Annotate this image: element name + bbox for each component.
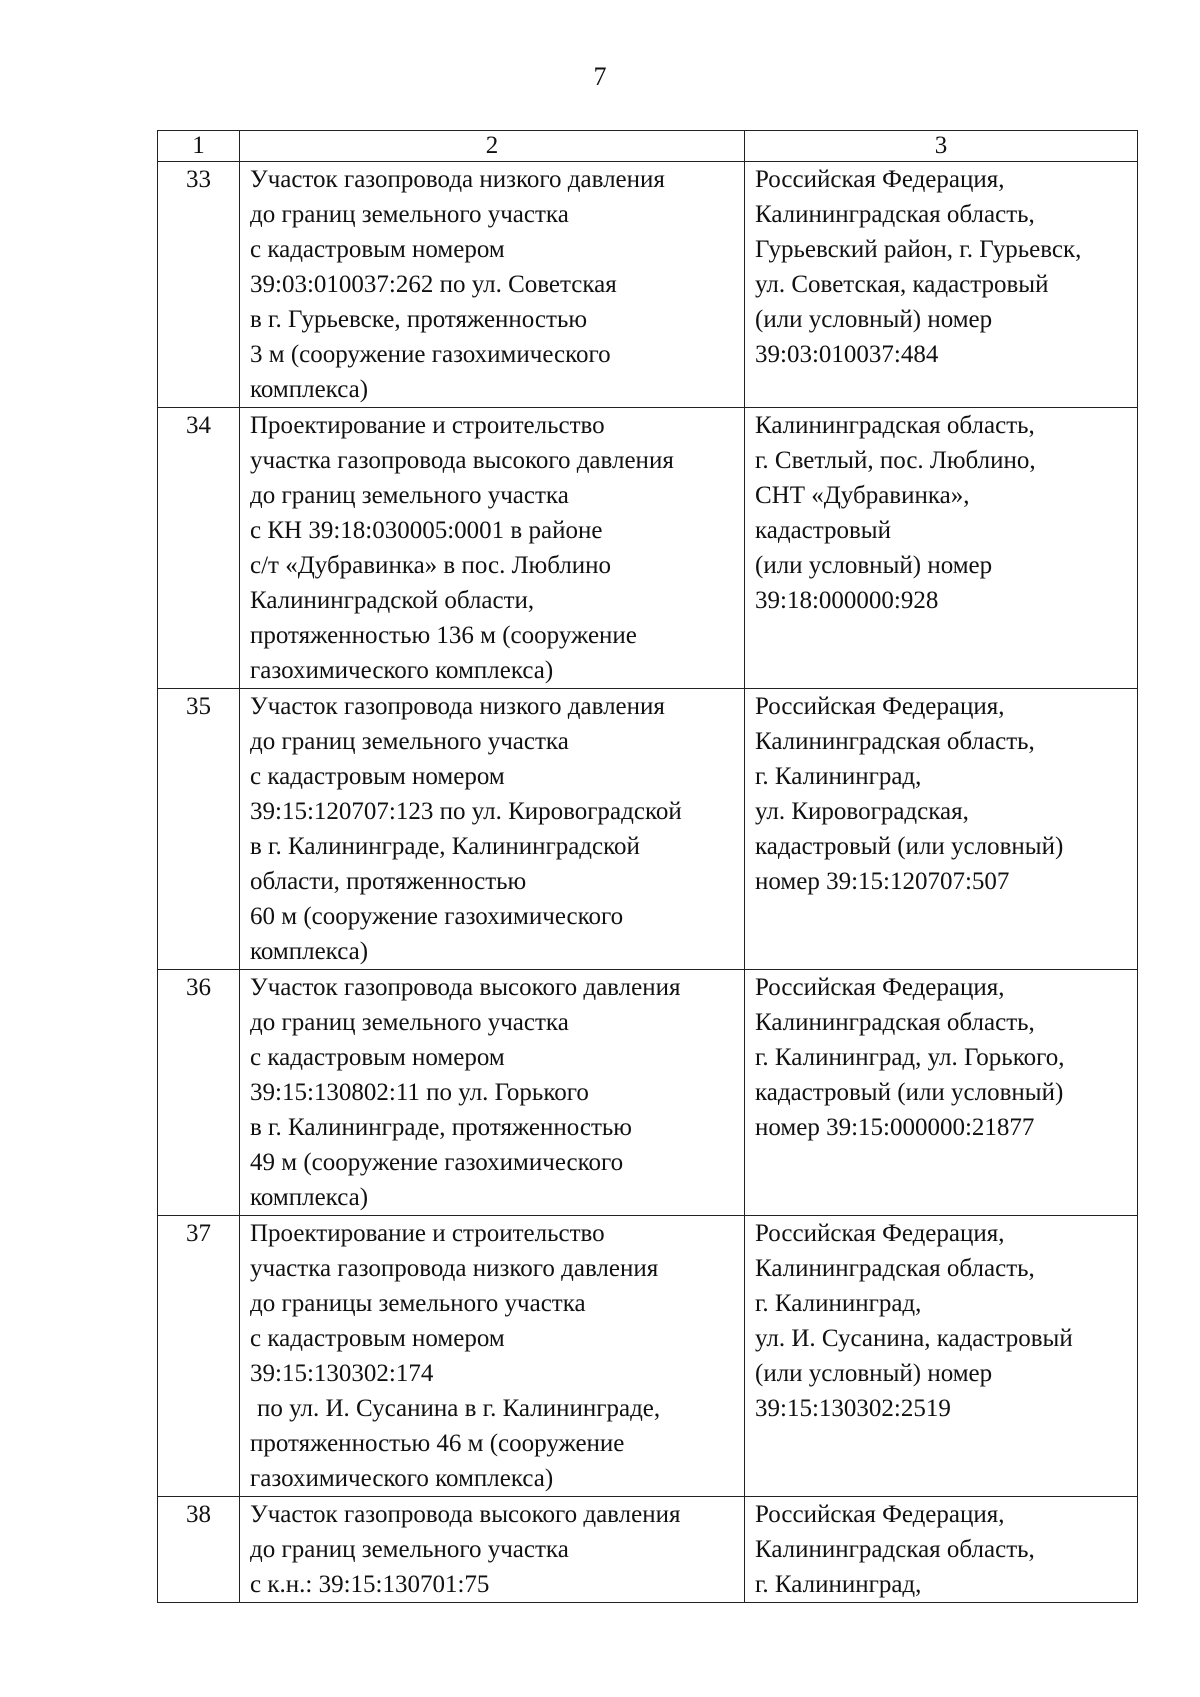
description-line: 3 м (сооружение газохимического bbox=[250, 341, 611, 368]
object-description bbox=[240, 970, 745, 1216]
description-line: Проектирование и строительство bbox=[250, 412, 605, 439]
address-line: г. Светлый, пос. Люблино, bbox=[755, 447, 1036, 474]
description-line: 60 м (сооружение газохимического bbox=[250, 903, 624, 930]
address-line: Российская Федерация, bbox=[755, 1220, 1005, 1247]
address-line: ул. И. Сусанина, кадастровый bbox=[755, 1325, 1073, 1352]
address-line: СНТ «Дубравинка», bbox=[755, 482, 970, 509]
address-line: кадастровый bbox=[755, 517, 891, 544]
table-row bbox=[158, 1216, 1138, 1497]
description-line: до границ земельного участка bbox=[250, 1009, 569, 1036]
description-line: комплекса) bbox=[250, 1184, 369, 1211]
address-line: кадастровый (или условный) bbox=[755, 1079, 1064, 1106]
object-address bbox=[745, 689, 1138, 970]
address-line: (или условный) номер bbox=[755, 552, 993, 579]
description-line: до границы земельного участка bbox=[250, 1290, 586, 1317]
description-line: Проектирование и строительство bbox=[250, 1220, 605, 1247]
table-header-row bbox=[158, 131, 1138, 162]
column-header: 3 bbox=[745, 131, 1138, 162]
description-line: с КН 39:18:030005:0001 в районе bbox=[250, 517, 603, 544]
address-line: Калининградская область, bbox=[755, 1536, 1035, 1563]
address-line: номер 39:15:120707:507 bbox=[755, 868, 1010, 895]
address-line: г. Калининград, ул. Горького, bbox=[755, 1044, 1065, 1071]
description-line: до границ земельного участка bbox=[250, 728, 569, 755]
table-row bbox=[158, 162, 1138, 408]
address-line: Калининградская область, bbox=[755, 1009, 1035, 1036]
address-line: 39:03:010037:484 bbox=[755, 341, 939, 368]
description-line: до границ земельного участка bbox=[250, 201, 569, 228]
description-line: с к.н.: 39:15:130701:75 bbox=[250, 1571, 490, 1598]
address-line: Калининградская область, bbox=[755, 412, 1035, 439]
object-address bbox=[745, 970, 1138, 1216]
description-line: протяженностью 136 м (сооружение bbox=[250, 622, 637, 649]
object-description bbox=[240, 689, 745, 970]
description-line: по ул. И. Сусанина в г. Калининграде, bbox=[257, 1395, 661, 1422]
description-line: в г. Калининграде, протяженностью bbox=[250, 1114, 632, 1141]
row-number: 35 bbox=[158, 689, 240, 970]
description-line: до границ земельного участка bbox=[250, 1536, 569, 1563]
description-line: газохимического комплекса) bbox=[250, 657, 554, 684]
description-line: протяженностью 46 м (сооружение bbox=[250, 1430, 625, 1457]
object-description bbox=[240, 1216, 745, 1497]
description-line: газохимического комплекса) bbox=[250, 1465, 554, 1492]
description-line: с/т «Дубравинка» в пос. Люблино bbox=[250, 552, 612, 579]
description-line: с кадастровым номером bbox=[250, 1044, 505, 1071]
object-address bbox=[745, 1216, 1138, 1497]
column-header: 1 bbox=[158, 131, 240, 162]
row-number: 33 bbox=[158, 162, 240, 408]
address-line: Российская Федерация, bbox=[755, 974, 1005, 1001]
address-line: ул. Кировоградская, bbox=[755, 798, 969, 825]
row-number: 37 bbox=[158, 1216, 240, 1497]
description-line: с кадастровым номером bbox=[250, 1325, 505, 1352]
description-line: 39:15:130802:11 по ул. Горького bbox=[250, 1079, 589, 1106]
description-line: Участок газопровода низкого давления bbox=[250, 693, 665, 720]
address-line: Российская Федерация, bbox=[755, 1501, 1005, 1528]
row-number: 36 bbox=[158, 970, 240, 1216]
description-line: комплекса) bbox=[250, 376, 369, 403]
description-line: с кадастровым номером bbox=[250, 763, 505, 790]
table-row bbox=[158, 1497, 1138, 1603]
address-line: (или условный) номер bbox=[755, 1360, 993, 1387]
description-line: Участок газопровода низкого давления bbox=[250, 166, 665, 193]
address-line: Калининградская область, bbox=[755, 728, 1035, 755]
table-row bbox=[158, 970, 1138, 1216]
address-line: г. Калининград, bbox=[755, 1571, 922, 1598]
objects-table bbox=[157, 130, 1138, 1603]
object-description bbox=[240, 1497, 745, 1603]
description-line: в г. Калининграде, Калининградской bbox=[250, 833, 640, 860]
description-line: комплекса) bbox=[250, 938, 369, 965]
description-line: Участок газопровода высокого давления bbox=[250, 1501, 681, 1528]
table-row bbox=[158, 689, 1138, 970]
page-number: 7 bbox=[593, 62, 607, 91]
object-address bbox=[745, 162, 1138, 408]
description-line: Участок газопровода высокого давления bbox=[250, 974, 681, 1001]
address-line: кадастровый (или условный) bbox=[755, 833, 1064, 860]
row-number: 34 bbox=[158, 408, 240, 689]
address-line: 39:18:000000:928 bbox=[755, 587, 939, 614]
description-line: участка газопровода высокого давления bbox=[250, 447, 674, 474]
description-line: 39:15:130302:174 bbox=[250, 1360, 434, 1387]
description-line: до границ земельного участка bbox=[250, 482, 569, 509]
object-address bbox=[745, 1497, 1138, 1603]
address-line: 39:15:130302:2519 bbox=[755, 1395, 951, 1422]
address-line: номер 39:15:000000:21877 bbox=[755, 1114, 1035, 1141]
address-line: Российская Федерация, bbox=[755, 693, 1005, 720]
description-line: с кадастровым номером bbox=[250, 236, 505, 263]
table-row bbox=[158, 408, 1138, 689]
address-line: Российская Федерация, bbox=[755, 166, 1005, 193]
address-line: Калининградская область, bbox=[755, 201, 1035, 228]
description-line: участка газопровода низкого давления bbox=[250, 1255, 659, 1282]
address-line: Калининградская область, bbox=[755, 1255, 1035, 1282]
object-description bbox=[240, 162, 745, 408]
description-line: области, протяженностью bbox=[250, 868, 527, 895]
address-line: г. Калининград, bbox=[755, 1290, 922, 1317]
address-line: ул. Советская, кадастровый bbox=[755, 271, 1049, 298]
column-header: 2 bbox=[240, 131, 745, 162]
address-line: (или условный) номер bbox=[755, 306, 993, 333]
description-line: 39:03:010037:262 по ул. Советская bbox=[250, 271, 617, 298]
description-line: 49 м (сооружение газохимического bbox=[250, 1149, 624, 1176]
address-line: Гурьевский район, г. Гурьевск, bbox=[755, 236, 1082, 263]
address-line: г. Калининград, bbox=[755, 763, 922, 790]
object-description bbox=[240, 408, 745, 689]
description-line: 39:15:120707:123 по ул. Кировоградской bbox=[250, 798, 682, 825]
row-number: 38 bbox=[158, 1497, 240, 1603]
description-line: в г. Гурьевске, протяженностью bbox=[250, 306, 588, 333]
description-line: Калининградской области, bbox=[250, 587, 535, 614]
object-address bbox=[745, 408, 1138, 689]
